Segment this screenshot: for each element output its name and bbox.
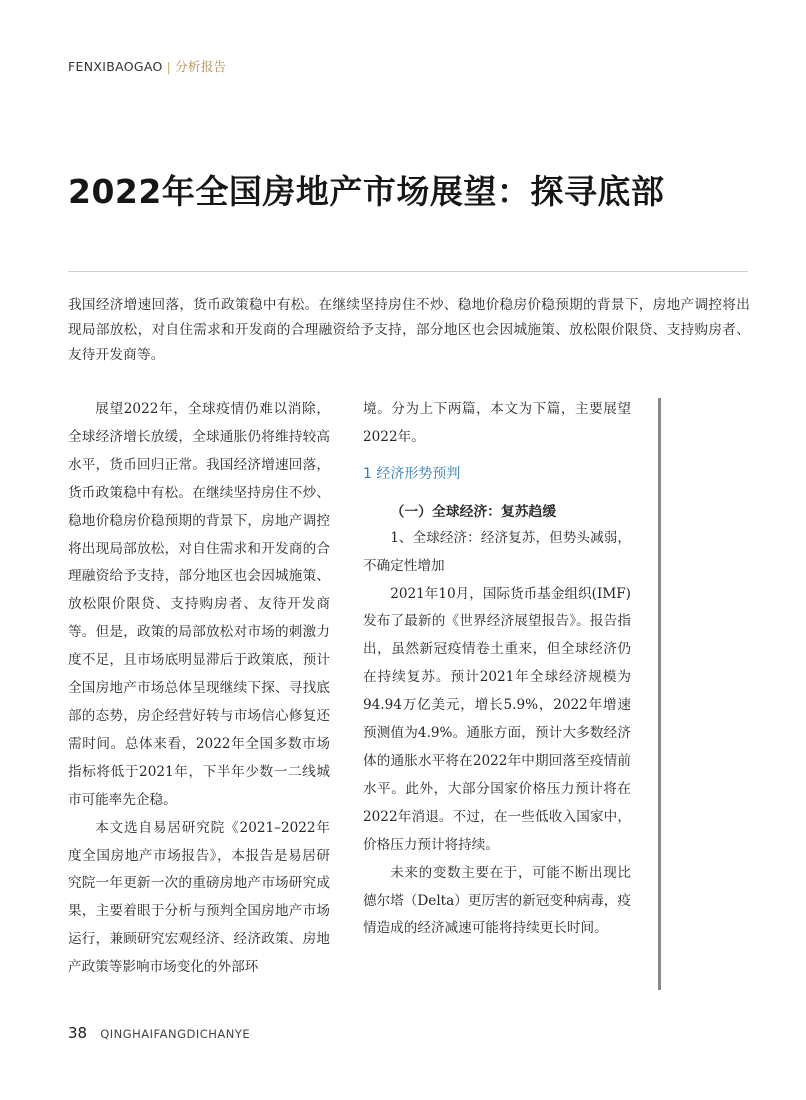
right-paragraph-1: 1、全球经济：经济复苏，但势头减弱，不确定性增加 (363, 529, 631, 574)
article-abstract: 我国经济增速回落，货币政策稳中有松。在继续坚持房住不炒、稳地价稳房价稳预期的背景下，房地产调控将出现局部放松，对自住需求和开发商的合理融资给予支持，部分地区也会因城施策、放松限价限贷、支持购房者、友待开发商等。 (68, 297, 750, 363)
section-header (68, 57, 226, 75)
header-separator: | (166, 59, 172, 74)
left-paragraph-1: 展望2022年，全球疫情仍难以消除，全球经济增长放缓，全球通胀仍将维持较高水平，货币回归正常。我国经济增速回落，货币政策稳中有松。在继续坚持房住不炒、稳地价稳房价稳预期的背景下，房地产调控将出现局部放松，对自住需求和开发商的合理融资给予支持，部分地区也会因城施策、放松限价限贷、支持购房者、友待开发商等。但是，政策的局部放松对市场的刺激力度不足，且市场底明显滞后于政策底，预计全国房地产市场总体呈现继续下探、寻找底部的态势，房企经营好转与市场信心修复还需时间。总体来看，2022年全国多数市场指标将低于2021年，下半年少数一二线城市可能率先企稳。 (68, 401, 330, 808)
title-divider (68, 271, 748, 272)
header-brand-en: FENXIBAOGAO (68, 59, 163, 74)
left-paragraph-2: 本文选自易居研究院《2021–2022年度全国房地产市场报告》，本报告是易居研究院一年更新一次的重磅房地产市场研究成果，主要着眼于分析与预判全国房地产市场运行，兼顾研究宏观经济、经济政策、房地产政策等影响市场变化的外部环 (68, 819, 330, 976)
article-title: 2022年全国房地产市场展望：探寻底部 (68, 172, 665, 211)
right-continuation: 境。分为上下两篇，本文为下篇，主要展望2022年。 (363, 401, 631, 445)
section-heading: 1 经济形势预判 (363, 465, 461, 482)
page-number: 38 (68, 1024, 88, 1042)
page-footer (68, 1023, 250, 1042)
magazine-name: QINGHAIFANGDICHANYE (100, 1027, 251, 1041)
right-paragraph-3: 未来的变数主要在于，可能不断出现比德尔塔（Delta）更厉害的新冠变种病毒，疫情造成的经济减速可能将持续更长时间。 (363, 864, 631, 937)
decorative-vertical-bar (658, 398, 661, 990)
subsection-heading: （一）全球经济：复苏趋缓 (390, 503, 557, 520)
right-paragraph-2: 2021年10月，国际货币基金组织(IMF)发布了最新的《世界经济展望报告》。报告指出，虽然新冠疫情卷土重来，但全球经济仍在持续复苏。预计2021年全球经济规模为94.94万亿美元，增长5.9%，2022年增速预测值为4.9%。通胀方面，预计大多数经济体的通胀水平将在2022年中期回落至疫情前水平。此外，大部分国家价格压力预计将在2022年消退。不过，在一些低收入国家中，价格压力预计将持续。 (363, 585, 631, 853)
right-column (363, 396, 631, 943)
left-column (68, 396, 330, 982)
header-brand-cn: 分析报告 (175, 59, 227, 74)
